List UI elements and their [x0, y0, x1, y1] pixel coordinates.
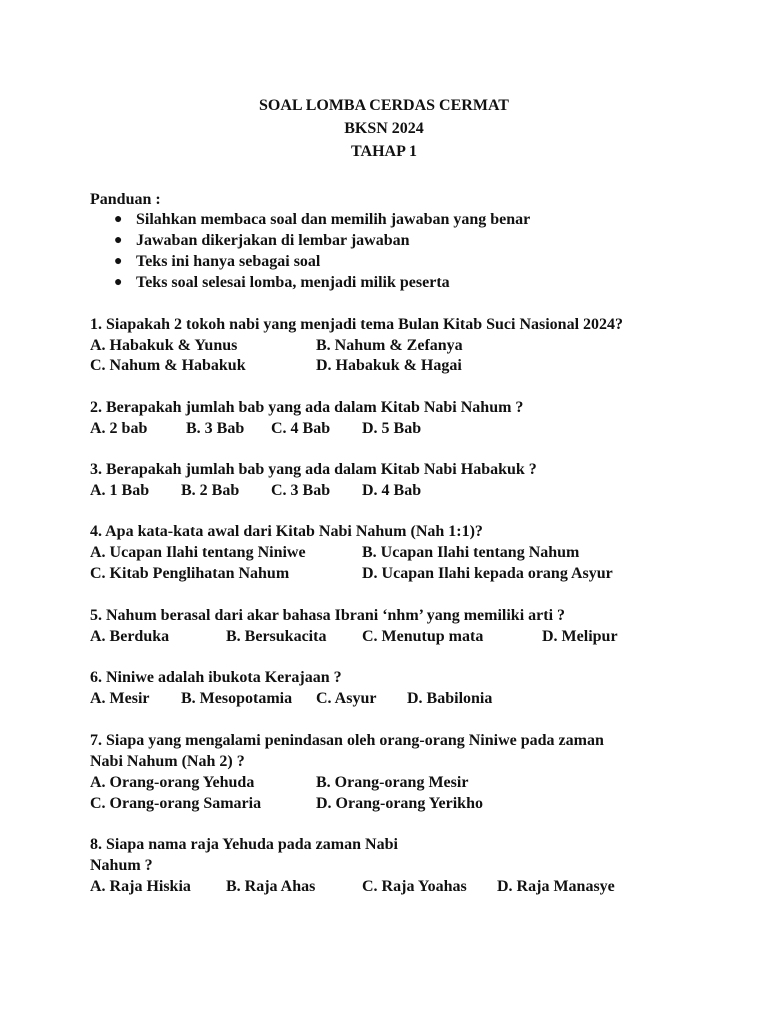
- answer-option: D. Raja Manasye: [497, 878, 615, 895]
- answer-option: B. Ucapan Ilahi tentang Nahum: [362, 544, 580, 561]
- answer-option: A. 2 bab: [90, 420, 148, 437]
- bullet-icon: ●: [114, 254, 123, 269]
- answer-option: C. Nahum & Habakuk: [90, 357, 246, 374]
- answer-option: A. Orang-orang Yehuda: [90, 774, 255, 791]
- guide-item: Teks ini hanya sebagai soal: [136, 253, 321, 270]
- answer-option: A. 1 Bab: [90, 482, 150, 499]
- question-text: 8. Siapa nama raja Yehuda pada zaman Nabi: [90, 836, 398, 853]
- question-text-continued: Nahum ?: [90, 857, 153, 874]
- bullet-icon: ●: [114, 212, 123, 227]
- answer-option: C. Menutup mata: [362, 628, 484, 645]
- answer-option: C. Raja Yoahas: [362, 878, 467, 895]
- question-text: 2. Berapakah jumlah bab yang ada dalam Kitab Nabi Nahum ?: [90, 399, 524, 416]
- answer-option: D. Babilonia: [407, 690, 493, 707]
- answer-option: B. 2 Bab: [181, 482, 240, 499]
- title-line-2: BKSN 2024: [344, 120, 424, 137]
- question-text: 4. Apa kata-kata awal dari Kitab Nabi Nahum (Nah 1:1)?: [90, 523, 483, 540]
- guide-item: Silahkan membaca soal dan memilih jawaban yang benar: [136, 211, 531, 228]
- answer-option: D. Orang-orang Yerikho: [316, 795, 483, 812]
- answer-option: D. Melipur: [542, 628, 618, 645]
- answer-option: D. Habakuk & Hagai: [316, 357, 462, 374]
- exam-title: [0, 94, 768, 163]
- question-text: 7. Siapa yang mengalami penindasan oleh orang-orang Niniwe pada zaman: [90, 732, 604, 749]
- answer-option: B. Nahum & Zefanya: [316, 337, 463, 354]
- answer-option: B. 3 Bab: [186, 420, 245, 437]
- answer-option: A. Raja Hiskia: [90, 878, 191, 895]
- guide-item: Jawaban dikerjakan di lembar jawaban: [136, 232, 410, 249]
- bullet-icon: ●: [114, 233, 123, 248]
- question-text-continued: Nabi Nahum (Nah 2) ?: [90, 753, 245, 770]
- title-line-3: TAHAP 1: [351, 143, 417, 160]
- answer-option: A. Ucapan Ilahi tentang Niniwe: [90, 544, 306, 561]
- question-text: 3. Berapakah jumlah bab yang ada dalam Kitab Nabi Habakuk ?: [90, 461, 537, 478]
- answer-option: C. Kitab Penglihatan Nahum: [90, 565, 290, 582]
- answer-option: A. Mesir: [90, 690, 150, 707]
- answer-option: B. Mesopotamia: [181, 690, 293, 707]
- answer-option: C. Orang-orang Samaria: [90, 795, 262, 812]
- answer-option: D. 5 Bab: [362, 420, 422, 437]
- question-text: 5. Nahum berasal dari akar bahasa Ibrani ‘nhm’ yang memiliki arti ?: [90, 607, 566, 624]
- answer-option: C. Asyur: [316, 690, 377, 707]
- question-text: 6. Niniwe adalah ibukota Kerajaan ?: [90, 669, 342, 686]
- answer-option: C. 3 Bab: [271, 482, 331, 499]
- answer-option: A. Habakuk & Yunus: [90, 337, 238, 354]
- guide-item: Teks soal selesai lomba, menjadi milik peserta: [136, 274, 450, 291]
- bullet-icon: ●: [114, 275, 123, 290]
- answer-option: B. Orang-orang Mesir: [316, 774, 469, 791]
- title-line-1: SOAL LOMBA CERDAS CERMAT: [259, 97, 509, 114]
- answer-option: C. 4 Bab: [271, 420, 331, 437]
- question-text: 1. Siapakah 2 tokoh nabi yang menjadi tema Bulan Kitab Suci Nasional 2024?: [90, 316, 624, 333]
- answer-option: B. Raja Ahas: [226, 878, 316, 895]
- guide-title: Panduan :: [90, 191, 161, 208]
- answer-option: B. Bersukacita: [226, 628, 327, 645]
- answer-option: A. Berduka: [90, 628, 170, 645]
- answer-option: D. Ucapan Ilahi kepada orang Asyur: [362, 565, 613, 582]
- answer-option: D. 4 Bab: [362, 482, 422, 499]
